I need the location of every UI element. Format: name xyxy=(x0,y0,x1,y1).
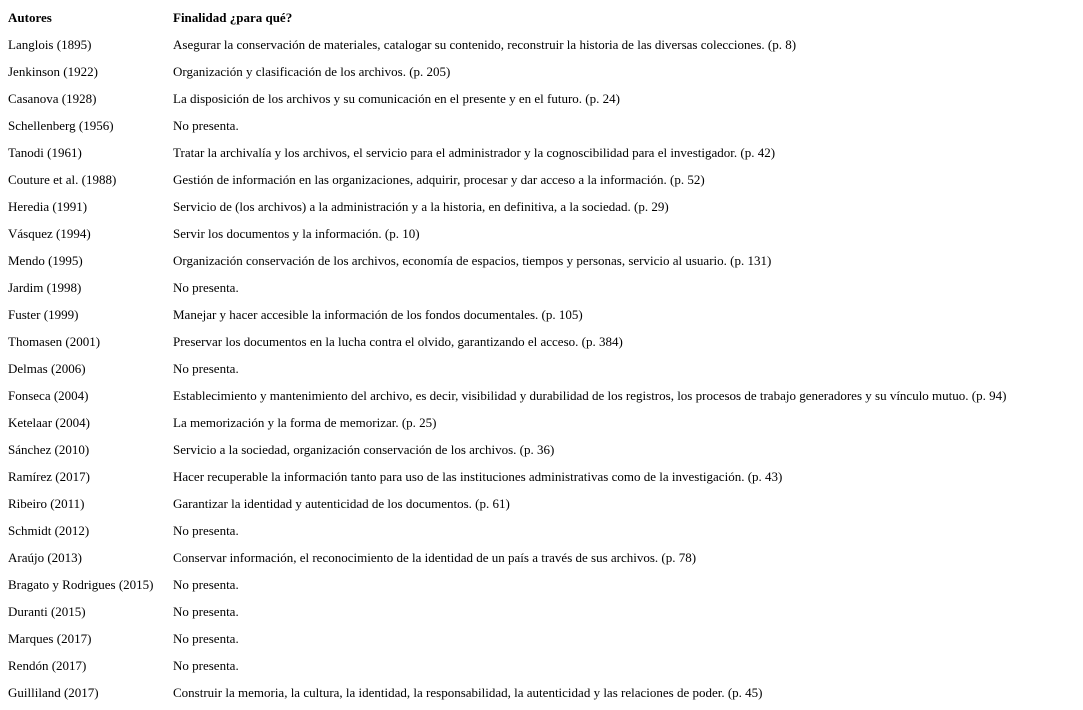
purpose-cell: Conservar información, el reconocimiento de la identidad de un país a través de sus archivos. (p. 78) xyxy=(173,550,697,565)
purpose-cell: Construir la memoria, la cultura, la identidad, la responsabilidad, la autenticidad y las relaciones de poder. (p. 45) xyxy=(173,685,763,700)
table-row xyxy=(0,463,1083,490)
purpose-cell: Preservar los documentos en la lucha contra el olvido, garantizando el acceso. (p. 384) xyxy=(173,334,623,349)
purpose-cell: Gestión de información en las organizaciones, adquirir, procesar y dar acceso a la información. (p. 52) xyxy=(173,172,705,187)
table-row xyxy=(0,544,1083,571)
purpose-cell: Servicio de (los archivos) a la administración y a la historia, en definitiva, a la sociedad. (p. 29) xyxy=(173,199,669,214)
author-cell: Delmas (2006) xyxy=(8,361,86,376)
table-row xyxy=(0,139,1083,166)
table-row xyxy=(0,571,1083,598)
purpose-cell: La memorización y la forma de memorizar. (p. 25) xyxy=(173,415,437,430)
author-cell: Thomasen (2001) xyxy=(8,334,101,349)
author-cell: Couture et al. (1988) xyxy=(8,172,117,187)
table-row xyxy=(0,247,1083,274)
author-cell: Fonseca (2004) xyxy=(8,388,89,403)
author-cell: Heredia (1991) xyxy=(8,199,88,214)
author-cell: Ribeiro (2011) xyxy=(8,496,85,511)
table-row xyxy=(0,382,1083,409)
author-cell: Sánchez (2010) xyxy=(8,442,90,457)
table-row xyxy=(0,31,1083,58)
table-header-row xyxy=(0,4,1083,31)
header-autores: Autores xyxy=(8,10,52,25)
author-cell: Langlois (1895) xyxy=(8,37,92,52)
author-cell: Jenkinson (1922) xyxy=(8,64,98,79)
author-cell: Schellenberg (1956) xyxy=(8,118,114,133)
purpose-cell: No presenta. xyxy=(173,361,239,376)
purpose-cell: La disposición de los archivos y su comunicación en el presente y en el futuro. (p. 24) xyxy=(173,91,620,106)
purpose-cell: No presenta. xyxy=(173,631,239,646)
table-row xyxy=(0,652,1083,679)
table-row xyxy=(0,274,1083,301)
table-row xyxy=(0,625,1083,652)
author-cell: Tanodi (1961) xyxy=(8,145,82,160)
author-cell: Casanova (1928) xyxy=(8,91,97,106)
purpose-cell: Garantizar la identidad y autenticidad de los documentos. (p. 61) xyxy=(173,496,510,511)
table-row xyxy=(0,598,1083,625)
table-row xyxy=(0,220,1083,247)
author-cell: Vásquez (1994) xyxy=(8,226,91,241)
purpose-cell: Organización conservación de los archivos, economía de espacios, tiempos y personas, servicio al usuario. (p. 131) xyxy=(173,253,772,268)
table-row xyxy=(0,409,1083,436)
purpose-cell: No presenta. xyxy=(173,280,239,295)
purpose-cell: No presenta. xyxy=(173,523,239,538)
purpose-cell: No presenta. xyxy=(173,118,239,133)
purpose-cell: Tratar la archivalía y los archivos, el servicio para el administrador y la cognoscibilidad para el investigador. (p. 42) xyxy=(173,145,776,160)
table-row xyxy=(0,301,1083,328)
purpose-cell: Servir los documentos y la información. (p. 10) xyxy=(173,226,420,241)
purpose-cell: No presenta. xyxy=(173,604,239,619)
purpose-cell: No presenta. xyxy=(173,658,239,673)
purpose-cell: Servicio a la sociedad, organización conservación de los archivos. (p. 36) xyxy=(173,442,555,457)
table-row xyxy=(0,436,1083,463)
header-finalidad: Finalidad ¿para qué? xyxy=(173,10,293,25)
purpose-cell: Asegurar la conservación de materiales, catalogar su contenido, reconstruir la historia de las diversas colecciones. (p. 8) xyxy=(173,37,797,52)
purpose-cell: Organización y clasificación de los archivos. (p. 205) xyxy=(173,64,451,79)
author-cell: Bragato y Rodrigues (2015) xyxy=(8,577,154,592)
table-row xyxy=(0,355,1083,382)
table-row xyxy=(0,490,1083,517)
author-cell: Marques (2017) xyxy=(8,631,92,646)
table-row xyxy=(0,112,1083,139)
purpose-cell: Hacer recuperable la información tanto para uso de las instituciones administrativas como de la investigación. (p. 43) xyxy=(173,469,783,484)
author-cell: Ketelaar (2004) xyxy=(8,415,90,430)
table-row xyxy=(0,328,1083,355)
purpose-cell: Establecimiento y mantenimiento del archivo, es decir, visibilidad y durabilidad de los registros, los procesos de trabajo generadores y su vínculo mutuo. (p. 94) xyxy=(173,388,1007,403)
table-row xyxy=(0,85,1083,112)
table-row xyxy=(0,517,1083,544)
table-row xyxy=(0,193,1083,220)
purpose-cell: Manejar y hacer accesible la información de los fondos documentales. (p. 105) xyxy=(173,307,583,322)
table-row xyxy=(0,58,1083,85)
author-cell: Guilliland (2017) xyxy=(8,685,99,700)
author-cell: Jardim (1998) xyxy=(8,280,82,295)
author-cell: Duranti (2015) xyxy=(8,604,86,619)
table-row xyxy=(0,166,1083,193)
author-cell: Fuster (1999) xyxy=(8,307,79,322)
table-row xyxy=(0,679,1083,706)
purpose-cell: No presenta. xyxy=(173,577,239,592)
author-cell: Schmidt (2012) xyxy=(8,523,90,538)
author-cell: Ramírez (2017) xyxy=(8,469,90,484)
author-cell: Rendón (2017) xyxy=(8,658,87,673)
author-cell: Araújo (2013) xyxy=(8,550,83,565)
author-cell: Mendo (1995) xyxy=(8,253,83,268)
